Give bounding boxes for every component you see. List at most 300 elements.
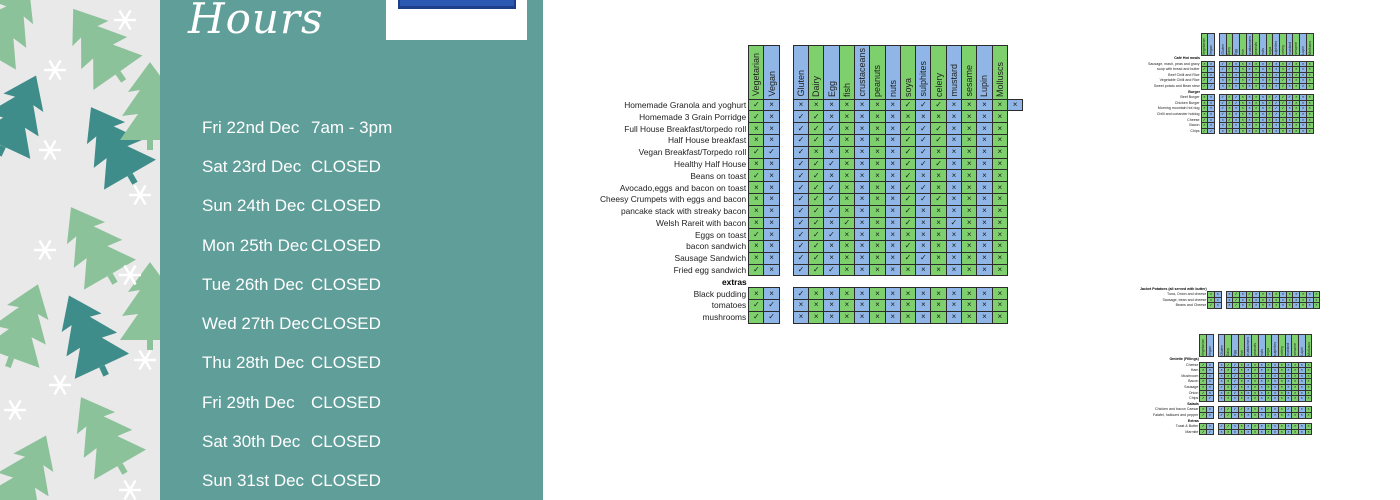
allergen-cell: × — [1273, 83, 1280, 89]
allergen-cell: × — [1245, 412, 1252, 418]
allergen-cell: × — [1306, 117, 1313, 123]
menu-item-name: Beef Chilli and Rice — [1168, 72, 1200, 77]
allergen-cell: × — [809, 311, 824, 323]
allergen-cell: × — [916, 264, 931, 276]
allergen-cell: × — [977, 300, 992, 312]
allergen-cell: × — [946, 229, 961, 241]
allergen-header-label: celery — [933, 72, 944, 97]
allergen-cell: × — [1278, 362, 1285, 368]
allergen-cell: × — [1265, 390, 1272, 396]
allergen-cell: × — [1306, 128, 1313, 134]
allergen-header-label: mustard — [948, 64, 959, 97]
allergen-cell: × — [1245, 407, 1252, 413]
allergen-cell: × — [1207, 407, 1214, 413]
allergen-cell: × — [962, 193, 977, 205]
allergen-cell: ✓ — [931, 99, 946, 111]
allergen-cell: × — [764, 134, 779, 146]
allergen-cell: ✓ — [1268, 111, 1272, 116]
allergen-header-label: Vegetarian — [751, 53, 762, 97]
allergen-cell: ✓ — [793, 241, 808, 253]
header-spacer — [1153, 335, 1200, 357]
allergen-cell: × — [885, 111, 900, 123]
allergen-cell: ✓ — [793, 264, 808, 276]
allergen-cell: × — [1285, 362, 1292, 368]
section-label: Café Hot meals — [1174, 56, 1201, 60]
menu-item-name: Sweet potato and Bean stew — [1153, 83, 1200, 88]
column-gap — [779, 134, 793, 146]
allergen-cell: ✓ — [1233, 384, 1237, 389]
menu-item-name: Cheese — [1185, 362, 1199, 367]
allergen-cell: × — [1265, 362, 1272, 368]
allergen-header-label: soya — [1267, 47, 1272, 55]
allergen-header — [1245, 335, 1252, 357]
table-row — [600, 134, 1023, 146]
allergen-header — [1280, 34, 1287, 56]
allergen-cell: × — [962, 311, 977, 323]
allergen-cell: ✓ — [1220, 424, 1224, 429]
allergen-cell: × — [977, 193, 992, 205]
allergen-cell: ✓ — [900, 123, 915, 135]
allergen-cell: ✓ — [1227, 117, 1231, 122]
allergen-cell: × — [1201, 72, 1208, 78]
allergen-cell: ✓ — [900, 241, 915, 253]
allergen-cell: ✓ — [793, 182, 808, 194]
allergen-cell: × — [1208, 123, 1215, 129]
allergen-cell: × — [1245, 390, 1252, 396]
allergen-cell: × — [1214, 297, 1221, 303]
menu-item-name: Welsh Rareit with bacon — [656, 217, 747, 228]
allergen-cell: × — [1286, 297, 1293, 303]
allergen-cell: × — [1273, 123, 1280, 129]
allergen-cell: × — [764, 241, 779, 253]
allergen-header-label: sesame — [1293, 343, 1298, 356]
allergen-cell: × — [1218, 379, 1225, 385]
allergen-cell: × — [1246, 72, 1253, 78]
allergen-cell: ✓ — [1281, 83, 1285, 88]
allergen-cell: × — [1233, 78, 1240, 84]
allergen-cell: × — [824, 241, 839, 253]
allergen-cell: × — [854, 170, 869, 182]
table-row — [600, 288, 1023, 300]
allergen-cell: × — [885, 241, 900, 253]
allergen-cell: × — [749, 241, 764, 253]
menu-item-name: Ham — [1190, 368, 1199, 373]
allergen-cell: ✓ — [824, 264, 839, 276]
allergen-cell: × — [946, 99, 961, 111]
allergen-header — [1292, 335, 1299, 357]
column-gap — [779, 46, 793, 100]
allergen-cell: × — [1286, 111, 1293, 117]
allergen-cell: × — [1226, 106, 1233, 112]
allergen-cell: × — [885, 193, 900, 205]
allergen-cell: × — [885, 146, 900, 158]
allergen-table-omelettes — [1153, 334, 1312, 435]
allergen-cell: ✓ — [764, 311, 779, 323]
allergen-cell: × — [946, 146, 961, 158]
allergen-cell: × — [946, 252, 961, 264]
allergen-cell: × — [1239, 78, 1246, 84]
allergen-cell: ✓ — [764, 146, 779, 158]
allergen-cell: × — [1305, 424, 1312, 430]
menu-item-name: Cheese — [1187, 117, 1200, 122]
allergen-cell: ✓ — [1201, 373, 1205, 378]
allergen-cell: × — [1253, 61, 1260, 67]
allergen-cell: × — [1258, 384, 1265, 390]
allergen-header — [946, 46, 961, 100]
allergen-cell: ✓ — [1221, 95, 1225, 100]
table-row — [600, 123, 1023, 135]
menu-item-name: Chips — [1189, 396, 1199, 401]
allergen-cell: × — [1219, 128, 1226, 134]
section-label: Extras — [1187, 418, 1199, 423]
allergen-cell: × — [1246, 67, 1253, 73]
allergen-cell: × — [1300, 123, 1307, 129]
allergen-header — [885, 46, 900, 100]
allergen-cell: × — [1260, 123, 1267, 129]
allergen-cell: × — [1258, 390, 1265, 396]
table-row — [600, 193, 1023, 205]
allergen-cell: × — [854, 311, 869, 323]
allergen-header-label: Molluscs — [1306, 342, 1311, 356]
allergen-cell: ✓ — [1201, 424, 1205, 429]
allergen-cell: × — [916, 300, 931, 312]
allergen-cell: × — [749, 252, 764, 264]
section-label: Jacket Potatoes (all served with butter) — [1140, 286, 1207, 291]
menu-item-name: pancake stack with streaky bacon — [620, 206, 747, 217]
allergen-cell: × — [992, 170, 1007, 182]
allergen-header-label: Egg — [826, 80, 837, 97]
allergen-cell: × — [1286, 78, 1293, 84]
allergen-cell: × — [885, 300, 900, 312]
allergen-header — [1232, 335, 1239, 357]
allergen-cell: × — [931, 264, 946, 276]
hours-day: Wed 27th Dec — [202, 314, 310, 334]
allergen-cell: ✓ — [1201, 429, 1205, 434]
allergen-cell: ✓ — [1281, 100, 1285, 105]
allergen-cell: × — [1246, 303, 1253, 309]
allergen-cell: × — [1252, 412, 1259, 418]
opening-hours-panel — [160, 0, 543, 500]
allergen-cell: × — [1286, 83, 1293, 89]
allergen-cell: × — [1246, 106, 1253, 112]
allergen-cell: × — [931, 311, 946, 323]
allergen-cell: × — [931, 241, 946, 253]
hours-day: Tue 26th Dec — [202, 274, 304, 294]
allergen-cell: × — [916, 229, 931, 241]
allergen-cell: ✓ — [824, 182, 839, 194]
allergen-cell: ✓ — [809, 217, 824, 229]
table-row — [600, 252, 1023, 264]
allergen-cell: × — [764, 158, 779, 170]
allergen-cell: × — [977, 158, 992, 170]
allergen-cell: ✓ — [1221, 61, 1225, 66]
allergen-cell: × — [946, 134, 961, 146]
header-spacer — [600, 46, 749, 100]
allergen-header — [1225, 335, 1232, 357]
menu-item-name: Tuna, Onion and cheese — [1166, 292, 1207, 297]
allergen-cell: × — [1306, 303, 1313, 309]
hours-row — [202, 383, 522, 422]
allergen-cell: × — [1292, 362, 1299, 368]
allergen-cell: × — [1305, 368, 1312, 374]
allergen-cell: × — [1253, 72, 1260, 78]
allergen-cell: × — [1273, 67, 1280, 73]
allergen-cell: × — [809, 288, 824, 300]
allergen-cell: × — [854, 158, 869, 170]
allergen-cell: ✓ — [793, 205, 808, 217]
allergen-cell: ✓ — [916, 134, 931, 146]
allergen-cell: × — [1286, 106, 1293, 112]
allergen-cell: ✓ — [809, 193, 824, 205]
hours-row — [202, 147, 522, 186]
allergen-cell: × — [1272, 379, 1279, 385]
allergen-cell: × — [1219, 72, 1226, 78]
menu-item-name: Avocado,eggs and bacon on toast — [619, 182, 747, 193]
allergen-cell: × — [1306, 61, 1313, 67]
menu-item-name: Toast & Butter — [1175, 424, 1199, 429]
allergen-cell: × — [1300, 67, 1307, 73]
allergen-cell: × — [854, 229, 869, 241]
allergen-cell: × — [1238, 379, 1245, 385]
allergen-cell: ✓ — [931, 193, 946, 205]
allergen-cell: × — [1258, 396, 1265, 402]
allergen-cell: × — [1273, 297, 1280, 303]
allergen-cell: ✓ — [749, 170, 764, 182]
allergen-cell: × — [809, 99, 824, 111]
table-row — [600, 170, 1023, 182]
allergen-cell: × — [1208, 106, 1215, 112]
allergen-cell: ✓ — [824, 134, 839, 146]
allergen-cell: × — [1298, 429, 1305, 435]
allergen-cell: × — [931, 146, 946, 158]
allergen-header-label: Lupin — [979, 74, 990, 97]
allergen-cell: × — [1292, 429, 1299, 435]
allergen-cell: × — [1201, 123, 1208, 129]
allergen-cell: × — [992, 300, 1007, 312]
allergen-cell: × — [1298, 373, 1305, 379]
allergen-cell: × — [885, 158, 900, 170]
allergen-cell: ✓ — [1233, 362, 1237, 367]
allergen-cell: ✓ — [809, 170, 824, 182]
allergen-cell: × — [1293, 72, 1300, 78]
allergen-cell: × — [839, 158, 854, 170]
allergen-header — [1252, 335, 1259, 357]
allergen-cell: × — [916, 111, 931, 123]
allergen-cell: × — [1293, 303, 1300, 309]
allergen-cell: × — [1293, 106, 1300, 112]
allergen-header-label: nuts — [887, 79, 898, 97]
allergen-cell: × — [1226, 123, 1233, 129]
allergen-cell: × — [1300, 128, 1307, 134]
allergen-cell: × — [931, 170, 946, 182]
allergen-cell: × — [962, 146, 977, 158]
allergen-cell: × — [1252, 384, 1259, 390]
allergen-cell: ✓ — [809, 205, 824, 217]
allergen-cell: ✓ — [1209, 303, 1213, 308]
allergen-cell: × — [1265, 412, 1272, 418]
menu-item-name: Sausage, mash, peas and gravy — [1148, 61, 1200, 66]
allergen-cell: × — [764, 123, 779, 135]
allergen-header-label: crustaceans — [1246, 336, 1251, 356]
allergen-cell: × — [1266, 83, 1273, 89]
column-gap — [779, 252, 793, 264]
allergen-cell: × — [749, 288, 764, 300]
menu-item-name: Chilli and coriander hotdog — [1156, 111, 1200, 116]
allergen-cell: ✓ — [1227, 61, 1231, 66]
allergen-cell: ✓ — [824, 205, 839, 217]
allergen-cell: × — [977, 229, 992, 241]
allergen-cell: × — [931, 288, 946, 300]
allergen-cell: × — [1280, 292, 1287, 298]
allergen-cell: × — [1252, 368, 1259, 374]
allergen-cell: × — [1233, 117, 1240, 123]
tree-icon — [0, 0, 55, 78]
allergen-cell: × — [1280, 67, 1287, 73]
allergen-cell: × — [854, 134, 869, 146]
allergen-cell: × — [764, 170, 779, 182]
allergen-cell: × — [962, 241, 977, 253]
allergen-cell: × — [1260, 111, 1267, 117]
allergen-cell: × — [1219, 78, 1226, 84]
allergen-cell: × — [1300, 61, 1307, 67]
allergen-cell: × — [1292, 407, 1299, 413]
allergen-cell: × — [1253, 303, 1260, 309]
allergen-cell: ✓ — [1233, 390, 1237, 395]
allergen-cell: × — [1266, 292, 1273, 298]
allergen-header-label: Molluscs — [1307, 41, 1312, 55]
allergen-cell: × — [962, 229, 977, 241]
allergen-cell: × — [839, 205, 854, 217]
snowflake-icon — [134, 350, 156, 369]
allergen-cell: × — [1265, 368, 1272, 374]
allergen-cell: × — [1286, 292, 1293, 298]
allergen-cell: × — [1252, 362, 1259, 368]
allergen-cell: × — [1245, 379, 1252, 385]
column-gap — [779, 241, 793, 253]
allergen-header — [1246, 34, 1253, 56]
section-label: Salads — [1187, 401, 1199, 406]
allergen-cell: × — [1218, 368, 1225, 374]
allergen-cell: × — [1208, 67, 1215, 73]
allergen-cell: ✓ — [749, 229, 764, 241]
allergen-cell: × — [885, 217, 900, 229]
allergen-cell: × — [764, 205, 779, 217]
tree-icon — [0, 423, 73, 500]
allergen-cell: × — [870, 264, 885, 276]
allergen-cell: × — [962, 99, 977, 111]
allergen-cell: × — [1260, 72, 1267, 78]
allergen-cell: × — [1306, 297, 1313, 303]
allergen-cell: × — [1260, 297, 1267, 303]
allergen-header — [916, 46, 931, 100]
allergen-cell: × — [1245, 429, 1252, 435]
allergen-cell: × — [1293, 61, 1300, 67]
allergen-cell: × — [1272, 362, 1279, 368]
allergen-cell: × — [1272, 412, 1279, 418]
allergen-header — [809, 46, 824, 100]
menu-item-name: mushrooms — [702, 312, 747, 323]
allergen-cell: × — [1245, 396, 1252, 402]
allergen-cell: × — [1258, 424, 1265, 430]
allergen-cell: × — [870, 252, 885, 264]
allergen-cell: × — [977, 170, 992, 182]
allergen-cell: ✓ — [900, 170, 915, 182]
allergen-cell: × — [992, 134, 1007, 146]
allergen-cell: ✓ — [793, 158, 808, 170]
allergen-cell: × — [854, 264, 869, 276]
allergen-cell: × — [1246, 78, 1253, 84]
allergen-cell: ✓ — [1202, 117, 1206, 122]
allergen-cell: × — [946, 111, 961, 123]
allergen-cell: × — [1292, 390, 1299, 396]
allergen-cell: × — [885, 99, 900, 111]
allergen-cell: × — [839, 123, 854, 135]
allergen-cell: × — [1273, 117, 1280, 123]
allergen-cell: ✓ — [1226, 407, 1230, 412]
allergen-cell: × — [1300, 78, 1307, 84]
allergen-cell: × — [1239, 61, 1246, 67]
allergen-cell: × — [962, 288, 977, 300]
menu-item-name: Beef Burger — [1180, 95, 1200, 100]
allergen-header — [1300, 34, 1307, 56]
allergen-header — [1293, 34, 1300, 56]
hours-row — [202, 226, 522, 265]
allergen-cell: ✓ — [1209, 128, 1213, 133]
allergen-cell: × — [839, 252, 854, 264]
allergen-cell: × — [1278, 368, 1285, 374]
allergen-cell: × — [900, 300, 915, 312]
allergen-cell: × — [1208, 117, 1215, 123]
hours-day: Sat 30th Dec — [202, 432, 301, 452]
allergen-cell: ✓ — [916, 182, 931, 194]
hours-time: 7am - 3pm — [311, 117, 393, 137]
allergen-cell: × — [1233, 123, 1240, 129]
allergen-cell: × — [946, 300, 961, 312]
hours-day: Sat 23rd Dec — [202, 156, 302, 176]
allergen-cell: × — [870, 146, 885, 158]
column-gap — [779, 123, 793, 135]
allergen-cell: × — [900, 111, 915, 123]
snowflake-icon — [49, 375, 71, 394]
tree-icon — [0, 63, 63, 168]
allergen-cell: ✓ — [1247, 292, 1251, 297]
allergen-cell: ✓ — [1201, 362, 1205, 367]
column-gap — [779, 193, 793, 205]
allergen-header — [1218, 335, 1225, 357]
allergen-cell: × — [1292, 384, 1299, 390]
menu-item-name: bacon sandwich — [686, 241, 747, 252]
allergen-header — [764, 46, 779, 100]
allergen-cell: × — [1226, 128, 1233, 134]
allergen-cell: ✓ — [1268, 61, 1272, 66]
menu-item-name: Morning mountain hot dog — [1157, 106, 1200, 111]
allergen-cell: ✓ — [1268, 106, 1272, 111]
allergen-cell: × — [1226, 83, 1233, 89]
allergen-cell: ✓ — [1201, 390, 1205, 395]
allergen-cell: × — [977, 182, 992, 194]
allergen-cell: × — [1233, 67, 1240, 73]
allergen-cell: × — [1201, 106, 1208, 112]
allergen-cell: × — [1253, 292, 1260, 298]
hours-day: Sun 24th Dec — [202, 196, 306, 216]
allergen-cell: × — [1306, 292, 1313, 298]
allergen-cell: × — [1306, 95, 1313, 101]
allergen-cell: × — [1273, 292, 1280, 298]
allergen-cell: × — [1292, 412, 1299, 418]
menu-item-name: Mushroom — [1181, 373, 1199, 378]
allergen-cell: × — [977, 134, 992, 146]
allergen-cell: × — [854, 300, 869, 312]
